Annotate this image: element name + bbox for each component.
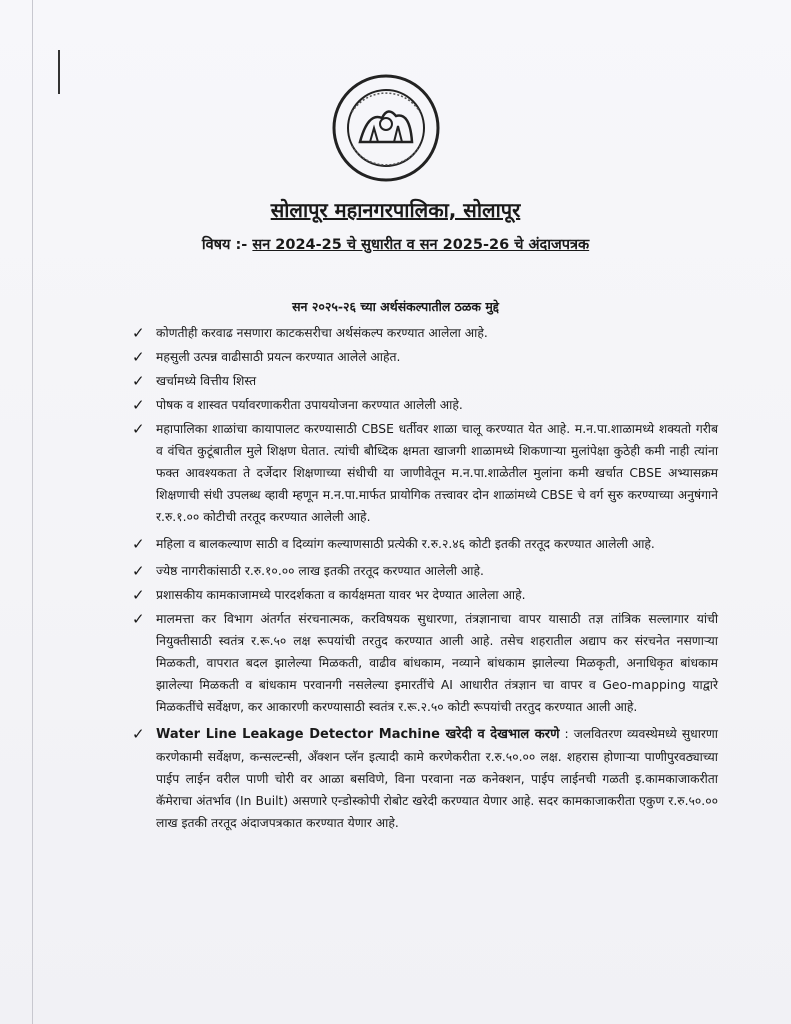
check-icon: ✓ [132, 420, 145, 438]
scan-edge-line [32, 0, 33, 1024]
check-icon: ✓ [132, 562, 145, 580]
item-text: ज्येष्ठ नागरीकांसाठी र.रु.१०.०० लाख इतकी तरतूद करण्यात आलेली आहे. [156, 564, 484, 578]
check-icon: ✓ [132, 610, 145, 628]
item-text: महिला व बालकल्याण साठी व दिव्यांग कल्याणसाठी प्रत्येकी र.रु.२.४६ कोटी इतकी तरतूद करण्यात आलेली आहे. [156, 537, 655, 551]
check-icon: ✓ [132, 396, 145, 414]
corporation-title [0, 196, 791, 223]
list-item [126, 322, 718, 344]
check-icon: ✓ [132, 348, 145, 366]
list-item [126, 394, 718, 416]
pen-mark [58, 50, 60, 94]
list-item [126, 418, 718, 528]
municipal-seal-icon [330, 72, 442, 184]
corporation-name: सोलापूर महानगरपालिका, सोलापूर [270, 198, 521, 222]
item-text: पोषक व शास्वत पर्यावरणाकरीता उपाययोजना करण्यात आलेली आहे. [156, 398, 463, 412]
check-icon: ✓ [132, 372, 145, 390]
highlights-list [126, 322, 718, 839]
item-text: प्रशासकीय कामकाजामध्ये पारदर्शकता व कार्यक्षमता यावर भर देण्यात आलेला आहे. [156, 588, 526, 602]
item-text: मालमत्ता कर विभाग अंतर्गत संरचनात्मक, करविषयक सुधारणा, तंत्रज्ञानाचा वापर यासाठी तज्ञ तांत्रिक सल्लागार यांची नियुक्तीसाठी स्वतंत्र र.रू.५० लक्ष रूपयांची तरतुद करण्यात आली आहे. तसेच शहरातील अद्याप कर संरचनेत नसणाऱ्या मिळकती, वापरात बदल झालेल्या मिळकती, वाढीव बांधकाम, नव्याने बांधकाम झालेल्या मिळकृती, अनाधिकृत बांधकाम झालेल्या मिळकती व बांधकाम परवानगी नसलेल्या इमारतींचे AI आधारीत तंत्रज्ञान चा वापर व Geo-mapping याद्वारे मिळकतींचे सर्वेक्षण, कर आकारणी करण्यासाठी स्वतंत्र र.रू.२.५० कोटी रूपयांची तरतुद करण्यात आली आहे. [156, 612, 718, 714]
subject-line [0, 234, 791, 254]
list-item [126, 584, 718, 606]
section-heading: सन २०२५-२६ च्या अर्थसंकल्पातील ठळक मुद्दे [292, 299, 499, 314]
list-item [126, 346, 718, 368]
check-icon: ✓ [132, 535, 145, 553]
item-text: : जलवितरण व्यवस्थेमध्ये सुधारणा करणेकामी सर्वेक्षण, कन्सल्टन्सी, अँक्शन प्लॅन इत्यादी कामे करणेकरीता र.रु.५०.०० लक्ष. शहरास होणाऱ्या पाणीपुरवठ्याच्या पाईप लाईन वरील पाणी चोरी वर आळा बसविणे, विना परवाना नळ कनेक्शन, पाईप लाईनची गळती इ.कामकाजाकरीता कॅमेराचा अंतर्भाव (In Built) असणारे एन्डोस्कोपी रोबोट खरेदी करण्यात येणार आहे. सदर कामकाजाकरीता एकुण र.रु.५०.०० लाख इतकी तरतूद अंदाजपत्रकात करण्यात येणार आहे. [156, 727, 718, 830]
list-item [126, 560, 718, 582]
item-text: महापालिका शाळांचा कायापालट करण्यासाठी CBSE धर्तीवर शाळा चालू करण्यात येत आहे. म.न.पा.शाळामध्ये शक्यतो गरीब व वंचित कुटूंबातील मुले शिक्षण घेतात. त्यांची बौध्दिक क्षमता खाजगी शाळामध्ये शिकणाऱ्या मुलांपेक्षा कुठेही कमी नाही त्यांना फक्त आवश्यकता ते दर्जेदार शिक्षणाच्या संधीची या जाणीवेतून म.न.पा.शाळेतील मुलांना कमी खर्चात CBSE अभ्यासक्रम शिक्षणाची संधी उपलब्ध व्हावी म्हणून म.न.पा.मार्फत प्रायोगिक तत्त्वावर दोन शाळांमध्ये CBSE चे वर्ग सुरु करण्याच्या अनुषंगाने र.रु.१.०० कोटीची तरतूद करण्यात आलेली आहे. [156, 422, 718, 524]
subject-prefix: विषय :- [201, 237, 248, 253]
subject-text: सन 2024-25 चे सुधारीत व सन 2025-26 चे अंदाजपत्रक [252, 237, 590, 253]
item-text: खर्चामध्ये वित्तीय शिस्त [156, 374, 257, 388]
list-item-water-leakage [126, 723, 718, 834]
list-item [126, 608, 718, 718]
item-text: महसुली उत्पन्न वाढीसाठी प्रयत्न करण्यात आलेले आहेत. [156, 350, 401, 364]
item-lead: Water Line Leakage Detector Machine खरेदी व देखभाल करणे [156, 727, 560, 742]
list-item [126, 533, 718, 555]
list-item [126, 370, 718, 392]
check-icon: ✓ [132, 586, 145, 604]
check-icon: ✓ [132, 725, 145, 743]
item-text: कोणतीही करवाढ नसणारा काटकसरीचा अर्थसंकल्प करण्यात आलेला आहे. [156, 326, 488, 340]
check-icon: ✓ [132, 324, 145, 342]
